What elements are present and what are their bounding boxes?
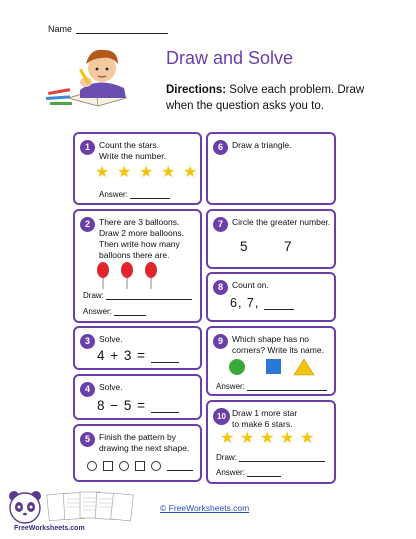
draw-label: Draw:	[83, 291, 104, 300]
blue-square-icon	[266, 359, 281, 374]
problem-6-card	[206, 132, 336, 205]
problem-text	[99, 140, 166, 162]
answer-field[interactable]	[151, 401, 179, 413]
answer-field[interactable]	[167, 463, 193, 471]
answer-field[interactable]	[247, 469, 281, 477]
problem-8-card	[206, 272, 336, 322]
star-icon: ★	[161, 164, 176, 181]
problem-text	[232, 334, 324, 356]
star-icon: ★	[95, 164, 110, 181]
answer-label: Answer:	[99, 190, 128, 199]
problem-9-card	[206, 326, 336, 396]
problem-text: Circle the greater number.	[232, 217, 331, 227]
problem-4-card	[73, 374, 202, 420]
draw-row	[83, 291, 192, 300]
problem-2-card	[73, 209, 202, 323]
problem-number: 2	[80, 217, 95, 232]
problem-3-card	[73, 326, 202, 370]
draw-label: Draw:	[216, 453, 237, 462]
problem-number: 5	[80, 432, 95, 447]
answer-field[interactable]	[264, 299, 294, 310]
problem-line: Count the stars.	[99, 140, 160, 150]
answer-row	[216, 468, 281, 477]
answer-field[interactable]	[114, 308, 146, 316]
problem-number: 10	[213, 408, 230, 425]
problem-number: 8	[213, 280, 228, 295]
star-icon: ★	[240, 430, 255, 447]
number-option[interactable]: 7	[284, 239, 293, 254]
star-icon: ★	[280, 430, 295, 447]
shapes-group	[228, 358, 320, 376]
problem-10-card	[206, 400, 336, 484]
circle-shape-icon	[151, 461, 161, 471]
problem-line: Draw 2 more balloons.	[99, 228, 185, 238]
answer-field[interactable]	[151, 351, 179, 363]
problem-text: Count on.	[232, 280, 269, 290]
problem-text: Solve.	[99, 334, 123, 344]
problem-text: Solve.	[99, 382, 123, 392]
equation-text: 8 − 5 =	[97, 398, 147, 413]
green-circle-icon	[229, 359, 245, 375]
answer-label: Answer:	[83, 307, 112, 316]
circle-shape-icon	[87, 461, 97, 471]
equation-text: 4 + 3 =	[97, 348, 147, 363]
draw-field[interactable]	[106, 292, 192, 300]
problem-line: Which shape has no	[232, 334, 310, 344]
directions-label: Directions:	[166, 84, 227, 96]
page-title: Draw and Solve	[166, 48, 294, 68]
problem-number: 3	[80, 334, 95, 349]
balloon-icon	[145, 262, 157, 289]
problem-7-card	[206, 209, 336, 269]
boy-reading-illustration	[46, 40, 146, 110]
equation	[97, 398, 179, 413]
drawing-area[interactable]	[216, 156, 326, 200]
star-icon: ★	[117, 164, 132, 181]
square-shape-icon	[103, 461, 113, 471]
number-option[interactable]: 5	[240, 239, 249, 254]
star-icon: ★	[183, 164, 198, 181]
problem-text	[99, 217, 184, 261]
answer-row	[216, 382, 327, 391]
square-shape-icon	[135, 461, 145, 471]
problem-text	[99, 432, 189, 454]
directions-text: Solve each problem. Draw when the question asks you to.	[166, 84, 365, 112]
equation	[97, 348, 179, 363]
star-icon: ★	[220, 430, 235, 447]
balloon-icon	[121, 262, 133, 289]
answer-field[interactable]	[247, 383, 327, 391]
problem-text	[232, 408, 297, 430]
draw-field[interactable]	[239, 454, 325, 462]
answer-row	[83, 307, 146, 316]
star-icon: ★	[139, 164, 154, 181]
problem-line: corners? Write its name.	[232, 345, 324, 355]
problem-line: Finish the pattern by	[99, 432, 177, 442]
star-icon: ★	[260, 430, 275, 447]
problem-1-card	[73, 132, 202, 205]
problem-line: Write the number.	[99, 151, 166, 161]
sequence-text: 6, 7,	[230, 296, 260, 310]
problem-5-card	[73, 424, 202, 482]
circle-shape-icon	[119, 461, 129, 471]
problem-number: 1	[80, 140, 95, 155]
name-field[interactable]	[76, 25, 168, 34]
problem-number: 7	[213, 217, 228, 232]
problem-line: There are 3 balloons.	[99, 217, 180, 227]
problem-line: drawing the next shape.	[99, 443, 190, 453]
star-icon: ★	[300, 430, 315, 447]
answer-row	[99, 190, 170, 199]
problem-line: Draw 1 more star	[232, 408, 298, 418]
logo-text: FreeWorksheets.com	[14, 525, 85, 532]
problem-number: 4	[80, 382, 95, 397]
answer-label: Answer:	[216, 382, 245, 391]
problem-text: Draw a triangle.	[232, 140, 292, 150]
balloon-icon	[97, 262, 109, 289]
draw-row	[216, 453, 325, 462]
problem-line: to make 6 stars.	[232, 419, 293, 429]
answer-field[interactable]	[130, 191, 170, 199]
footer-link[interactable]: © FreeWorksheets.com	[160, 503, 250, 513]
name-label: Name	[48, 24, 73, 34]
problem-line: Then write how many	[99, 239, 180, 249]
problem-number: 6	[213, 140, 228, 155]
yellow-triangle-icon	[294, 359, 314, 375]
answer-label: Answer:	[216, 468, 245, 477]
problem-line: balloons there are.	[99, 250, 170, 260]
number-sequence	[230, 296, 294, 310]
directions	[166, 82, 386, 114]
balloons-group	[95, 261, 165, 289]
problem-number: 9	[213, 334, 228, 349]
name-row	[48, 24, 168, 34]
